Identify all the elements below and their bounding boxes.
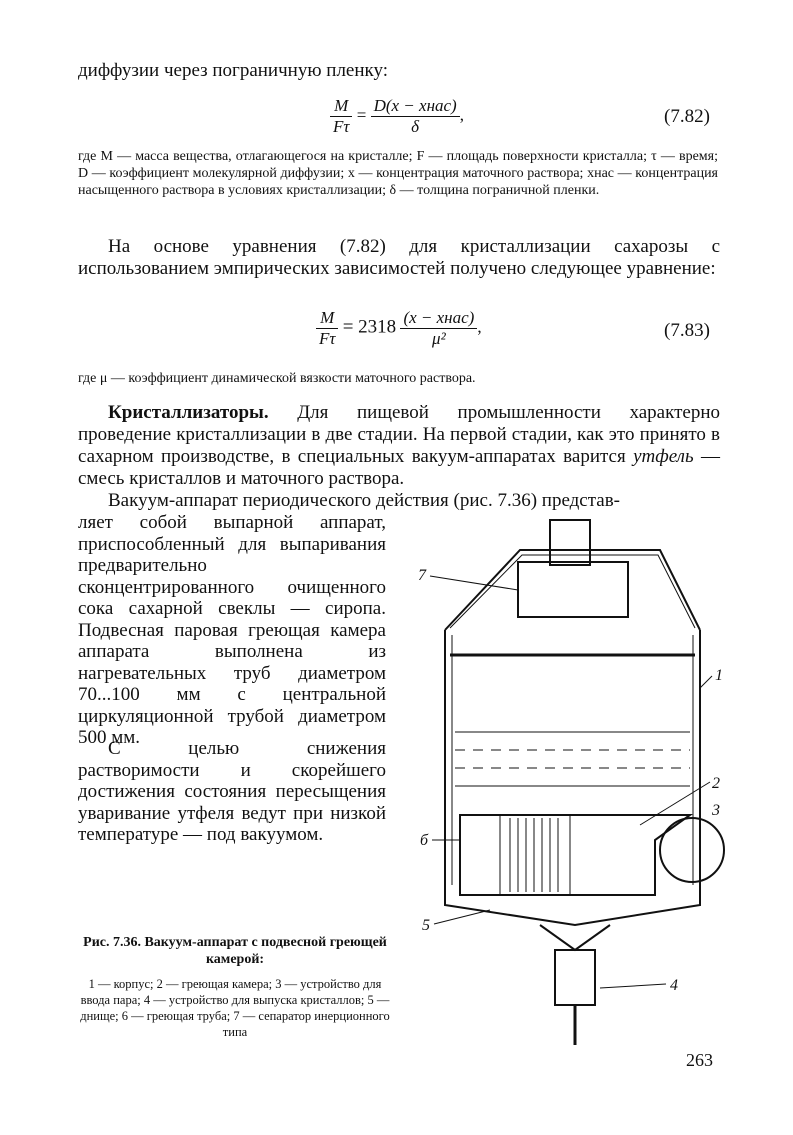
eq2-lhs-fraction [316,308,338,349]
figure-label-6: б [420,832,429,849]
eq2-lhs-num: M [316,308,338,329]
figure-label-4: 4 [670,977,678,994]
eq2-coefficient: = 2318 [342,316,397,338]
where-explanation-2: где μ — коэффициент динамической вязкости маточного раствора. [78,371,476,386]
where-explanation-1: где M — масса вещества, отлагающегося на кристалле; F — площадь поверхности кристалла; τ — время; D — коэффициент молекулярной диффузии; x — концентрация маточного раствора; xнас — концентрация насыщенного раствора в условиях кристаллизации; δ — толщина пограничной пленки. [78,149,718,198]
eq1-rhs-num: D(x − xнас) [371,96,460,117]
eq1-number: (7.82) [664,106,710,127]
column-paragraph-1: ляет собой выпарной аппарат, приспособленный для выпаривания предварительно сконцентрированного очищенного сока сахарной свеклы — сиропа. Подвесная паровая греющая камера аппарата выполнена из нагревательных труб диаметром 70...100 мм с центральной циркуляционной трубой диаметром 500 мм. [78,512,386,748]
eq1-lhs-num: M [330,96,352,117]
figure-caption-body: 1 — корпус; 2 — греющая камера; 3 — устройство для ввода пара; 4 — устройство для выпуска кристаллов; 5 — днище; 6 — греющая труба; 7 — сепаратор инерционного типа [80,977,390,1039]
figure-label-7: 7 [418,567,426,584]
para2-text-a: Для пищевой промышленности характерно проведение кристаллизации в две стадии. На первой стадии, как это принято в сахарном производстве, в специальных вакуум-аппаратах варится [78,402,720,467]
paragraph-eq-intro: На основе уравнения (7.82) для кристаллизации сахарозы с использованием эмпирических зависимостей получено следующее уравнение: [78,236,720,279]
para2-text-b: — смесь кристаллов и маточного раствора. [78,446,720,489]
eq1-rhs-den: δ [411,117,420,136]
equation-7-82: $\frac{M}{F\tau}$ = $\frac{\text{D(x − xнас)}}{\delta}$ , [330,96,464,137]
intro-line: диффузии через пограничную пленку: [78,60,389,81]
eq1-lhs-fraction [330,96,352,137]
eq2-lhs-den: Fτ [319,329,336,348]
vacuum-apparatus-figure [400,510,730,1050]
figure-label-1: 1 [715,667,723,684]
eq2-rhs-den: μ² [432,329,446,348]
section-heading: Кристаллизаторы. [108,402,269,423]
figure-caption-title: Рис. 7.36. Вакуум-аппарат с подвесной греющей камерой: [83,935,387,967]
column-paragraph-2: С целью снижения растворимости и скорейшего достижения состояния пересыщения уваривание утфеля ведут при низкой температуре — под вакуумом. [78,738,386,845]
paragraph-crystallizers [78,402,720,490]
paragraph-vacuum-start: Вакуум-аппарат периодического действия (рис. 7.36) представ- [108,490,621,511]
figure-label-5: 5 [422,917,430,934]
equation-7-83: $\frac{M}{F\tau}$ = 2318 $\frac{\text{(x − xнас)}}{\text{μ²}}$ , [316,308,482,349]
eq2-number: (7.83) [664,320,710,341]
page-number: 263 [686,1050,713,1070]
eq2-rhs-fraction [400,308,477,349]
figure-label-3: 3 [712,802,720,819]
eq1-lhs-den: Fτ [333,117,350,136]
eq1-equals: = [356,105,367,125]
term-utfel: утфель [633,446,694,467]
eq2-rhs-num: (x − xнас) [400,308,477,329]
eq1-rhs-fraction [371,96,460,137]
figure-label-2: 2 [712,775,720,792]
